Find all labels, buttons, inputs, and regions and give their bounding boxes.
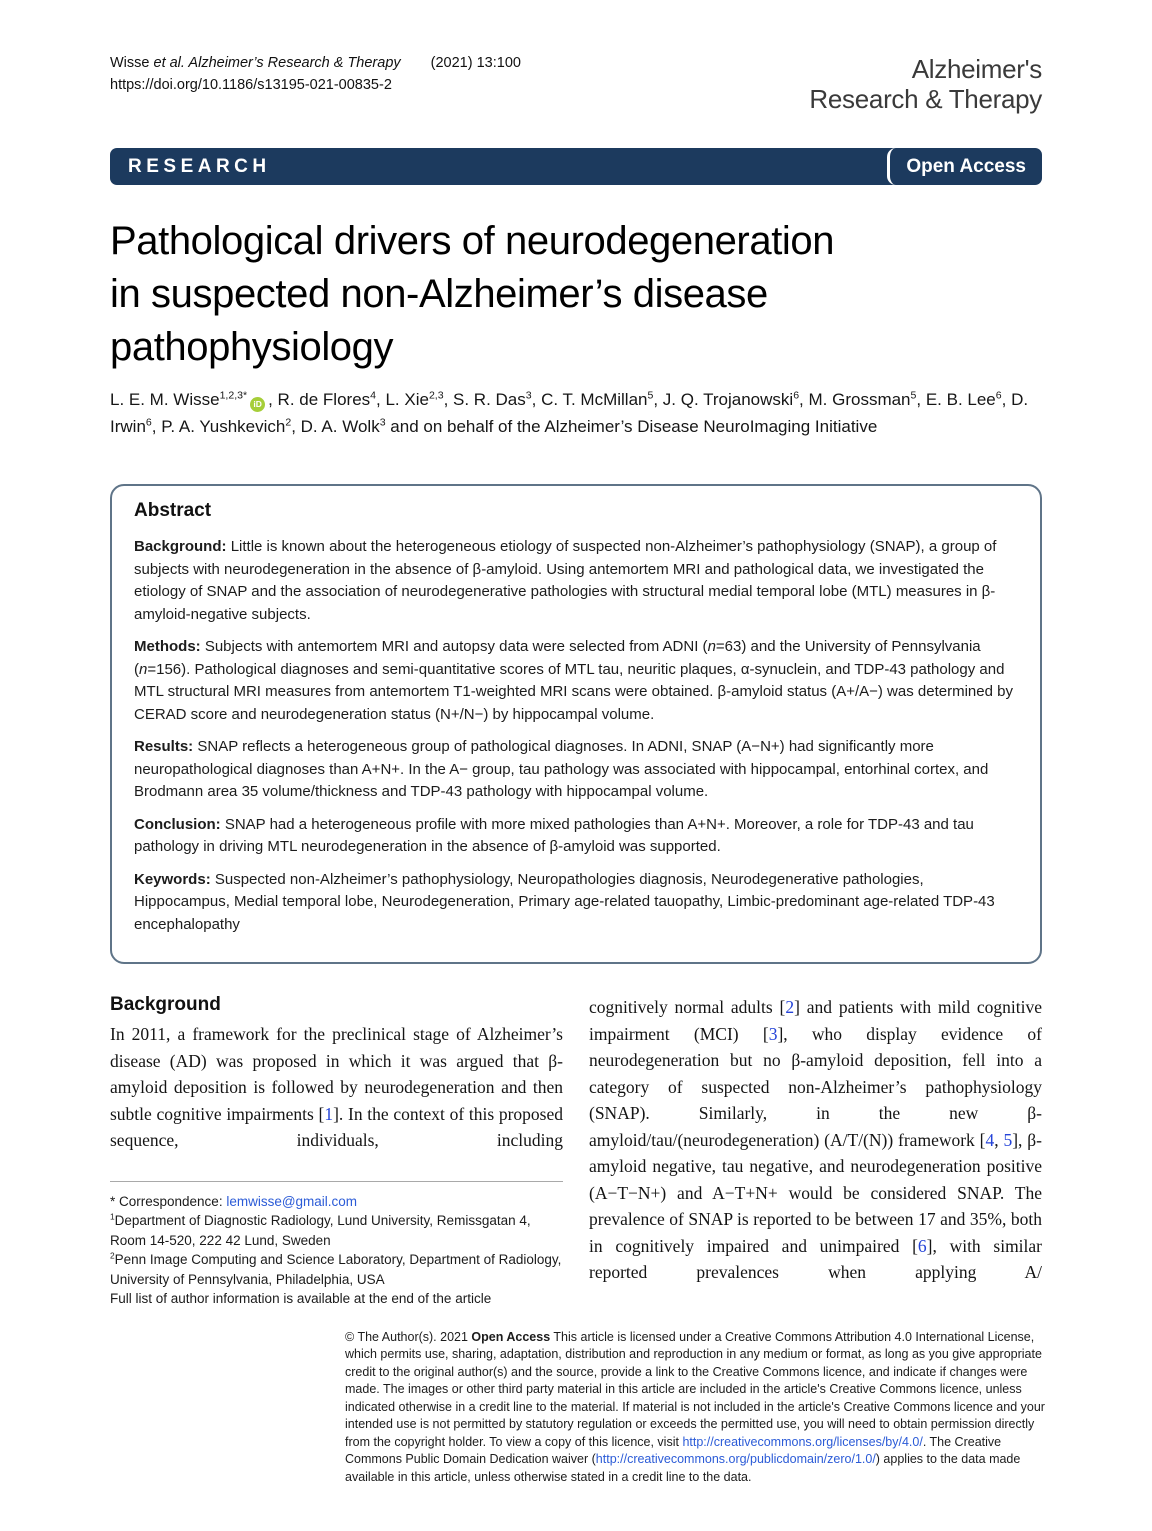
text-segment: , E. B. Lee xyxy=(916,390,996,409)
author-info-note xyxy=(110,1289,563,1309)
citation-ref[interactable]: 5 xyxy=(1003,1129,1013,1150)
citation-block xyxy=(110,52,521,96)
text-segment: L. E. M. Wisse xyxy=(110,390,220,409)
article-title-line3: pathophysiology xyxy=(110,325,394,369)
text-segment: , D. Irwin xyxy=(110,390,1029,436)
text-segment: ] and patients with mild cognitive impairment (MCI) [ xyxy=(589,997,1042,1044)
abstract-heading: Abstract xyxy=(134,500,212,521)
background-heading: Background xyxy=(110,994,221,1015)
superscript: 3 xyxy=(525,389,532,402)
doi-line: https://doi.org/10.1186/s13195-021-00835-2 xyxy=(110,77,392,93)
text-segment: Subjects with antemortem MRI and autopsy data were selected from ADNI ( xyxy=(204,638,708,655)
citation-authors xyxy=(110,55,401,71)
text-segment: Department of Diagnostic Radiology, Lund University, Remissgatan 4, Room 14-520, 222 42 Lund, Sweden xyxy=(110,1213,531,1248)
abstract-methods-paragraph xyxy=(134,636,1018,726)
text-segment: ) applies to the data made available in this article, unless otherwise stated in a credit line to the data. xyxy=(345,1452,1021,1484)
superscript: 2,3 xyxy=(428,389,444,402)
citation-ref[interactable]: 1 xyxy=(324,1103,334,1124)
text-segment: ], who display evidence of neurodegeneration but no β-amyloid deposition, fell into a category of suspected non-Alzheimer’s pathophysiology (SNAP). Similarly, in the new β-amyloid/tau/(neurodegeneration) (A/T/(N)) framework [ xyxy=(589,1023,1043,1150)
text-segment: Results: xyxy=(134,738,198,755)
author-list xyxy=(110,386,1042,440)
text-segment: Little is known about the heterogeneous etiology of suspected non-Alzheimer’s pathophysiology (SNAP), a group of subjects with neurodegeneration in the absence of β-amyloid. Using antemortem MRI and pathological data, we investigated the etiology of SNAP and the association of neurodegenerative pathologies with structural medial temporal lobe (MTL) measures in β-amyloid-negative subjects. xyxy=(134,538,997,623)
article-type-label: RESEARCH xyxy=(128,155,271,177)
text-segment: , L. Xie xyxy=(376,390,429,409)
journal-name-line1: Alzheimer's xyxy=(911,54,1042,84)
text-segment: ]. In the context of this proposed sequence, individuals, including xyxy=(110,1103,563,1150)
hyperlink[interactable]: http://creativecommons.org/licenses/by/4.0/ xyxy=(682,1434,923,1449)
body-column-left xyxy=(110,994,563,1309)
superscript: 6 xyxy=(145,416,152,429)
hyperlink[interactable]: http://creativecommons.org/publicdomain/zero/1.0/ xyxy=(595,1452,876,1466)
text-segment: , M. Grossman xyxy=(799,390,911,409)
affiliation-1 xyxy=(110,1211,563,1250)
citation-issue: (2021) 13:100 xyxy=(430,55,521,71)
text-segment: and on behalf of the Alzheimer’s Disease NeuroImaging Initiative xyxy=(385,417,878,436)
abstract-results-paragraph xyxy=(134,736,1018,804)
superscript: 5 xyxy=(647,389,654,402)
article-type-banner xyxy=(110,148,1042,185)
text-segment: ], β-amyloid negative, tau negative, and neurodegeneration positive (A−T−N+) and A−T+N+ would be considered SNAP. The prevalence of SNAP is reported to be between 17 and 35%, both in cognitively impaired and unimpaired [ xyxy=(589,1129,1043,1256)
text-segment: et al. Alzheimer’s Research & Therapy xyxy=(153,55,401,71)
citation-ref[interactable]: 4 xyxy=(985,1129,995,1150)
superscript: 3 xyxy=(379,416,386,429)
superscript: 5 xyxy=(910,389,917,402)
text-segment: n xyxy=(707,638,716,655)
orcid-icon[interactable]: iD xyxy=(250,397,265,412)
open-access-badge: Open Access xyxy=(887,148,1042,185)
text-segment: Penn Image Computing and Science Laboratory, Department of Radiology, University of Pennsylvania, Philadelphia, USA xyxy=(110,1252,562,1287)
text-segment: Conclusion: xyxy=(134,815,225,833)
hyperlink[interactable]: lemwisse@gmail.com xyxy=(226,1193,358,1209)
text-segment: Open Access xyxy=(471,1329,551,1344)
citation-ref[interactable]: 2 xyxy=(785,997,795,1017)
article-title xyxy=(110,215,1042,374)
text-segment: , R. de Flores xyxy=(268,390,371,409)
page-header xyxy=(110,52,1042,114)
citation-line xyxy=(110,52,521,74)
body-columns xyxy=(110,994,1042,1309)
superscript: 2 xyxy=(285,416,292,429)
text-segment: , xyxy=(994,1129,1004,1150)
abstract-keywords-paragraph xyxy=(134,869,1018,937)
background-paragraph-right xyxy=(589,994,1042,1286)
text-segment: * Correspondence: xyxy=(110,1193,227,1209)
superscript: 6 xyxy=(793,389,800,402)
affiliation-2 xyxy=(110,1250,563,1289)
text-segment: Background: xyxy=(134,538,231,555)
text-segment: SNAP had a heterogeneous profile with more mixed pathologies than A+N+. Moreover, a role for TDP-43 and tau pathology in driving MTL neurodegeneration in the absence of β-amyloid was supported. xyxy=(134,815,974,855)
text-segment: n xyxy=(139,660,148,678)
abstract-conclusion-paragraph xyxy=(134,814,1018,859)
text-segment: =156). Pathological diagnoses and semi-quantitative scores of MTL tau, neuritic plaques, α-synuclein, and TDP-43 pathology and MTL structural MRI measures from antemortem T1-weighted MRI scans were obtained. β-amyloid status (A+/A−) was determined by CERAD score and neurodegeneration status (N+/N−) by hippocampal volume. xyxy=(134,660,1013,723)
text-segment: cognitively normal adults [ xyxy=(589,997,786,1017)
text-segment: , D. A. Wolk xyxy=(291,417,380,436)
text-segment: Methods: xyxy=(134,638,205,655)
text-segment: © The Author(s). 2021 xyxy=(345,1329,472,1344)
text-segment: Wisse xyxy=(110,55,154,71)
article-title-line1: Pathological drivers of neurodegeneration xyxy=(110,219,835,263)
superscript: 1 xyxy=(110,1211,115,1222)
journal-masthead xyxy=(809,54,1042,114)
text-segment: Suspected non-Alzheimer’s pathophysiology, Neuropathologies diagnosis, Neurodegenerative pathologies, Hippocampus, Medial temporal lobe, Neurodegeneration, Primary age-related tauopathy, Limbic-predominant age-related TDP-43 encephalopathy xyxy=(134,870,995,933)
text-segment: , P. A. Yushkevich xyxy=(151,417,286,436)
superscript: 2 xyxy=(110,1250,115,1261)
abstract-background-paragraph xyxy=(134,536,1018,626)
superscript: 4 xyxy=(370,389,377,402)
journal-name-line2: Research & Therapy xyxy=(809,84,1042,114)
abstract-section xyxy=(110,484,1042,964)
text-segment: , C. T. McMillan xyxy=(531,390,648,409)
body-column-right xyxy=(589,994,1042,1309)
text-segment: In 2011, a framework for the preclinical stage of Alzheimer’s disease (AD) was proposed in which it was argued that β-amyloid deposition is followed by neurodegeneration and then subtle cognitive impairments [ xyxy=(110,1024,563,1124)
correspondence-line xyxy=(110,1192,563,1212)
footnotes-block xyxy=(110,1192,563,1309)
license-block xyxy=(345,1329,1050,1487)
superscript: 1,2,3* xyxy=(219,389,248,402)
background-paragraph-left xyxy=(110,1021,563,1154)
text-segment: Keywords: xyxy=(134,870,215,888)
footnote-divider xyxy=(110,1181,563,1182)
citation-ref[interactable]: 6 xyxy=(917,1235,927,1256)
superscript: 6 xyxy=(995,389,1002,402)
text-segment: . The Creative Commons Public Domain Dedication waiver ( xyxy=(345,1434,1002,1466)
text-segment: , S. R. Das xyxy=(443,390,526,409)
text-segment: SNAP reflects a heterogeneous group of pathological diagnoses. In ADNI, SNAP (A−N+) had significantly more neuropathological diagnoses than A+N+. In the A− group, tau pathology was associated with hippocampal, entorhinal cortex, and Brodmann area 35 volume/thickness and TDP-43 pathology with hippocampal volume. xyxy=(134,738,989,800)
text-segment: , J. Q. Trojanowski xyxy=(653,390,794,409)
text-segment: =63) and the University of Pennsylvania ( xyxy=(134,638,981,678)
article-title-line2: in suspected non-Alzheimer’s disease xyxy=(110,272,768,316)
text-segment: Full list of author information is available at the end of the article xyxy=(110,1291,492,1306)
text-segment: This article is licensed under a Creative Commons Attribution 4.0 International License, which permits use, sharing, adaptation, distribution and reproduction in any medium or format, as long as you give appropriate credit to the original author(s) and the source, provide a link to the Creative Commons licence, and indicate if changes were made. The images or other third party material in this article are included in the article's Creative Commons licence, unless indicated otherwise in a credit line to the material. If material is not included in the article's Creative Commons licence and your intended use is not permitted by statutory regulation or exceeds the permitted use, you will need to obtain permission directly from the copyright holder. To view a copy of this licence, visit xyxy=(345,1329,1045,1449)
text-segment: ], with similar reported prevalences when applying A/ xyxy=(589,1235,1042,1282)
citation-ref[interactable]: 3 xyxy=(768,1023,778,1044)
